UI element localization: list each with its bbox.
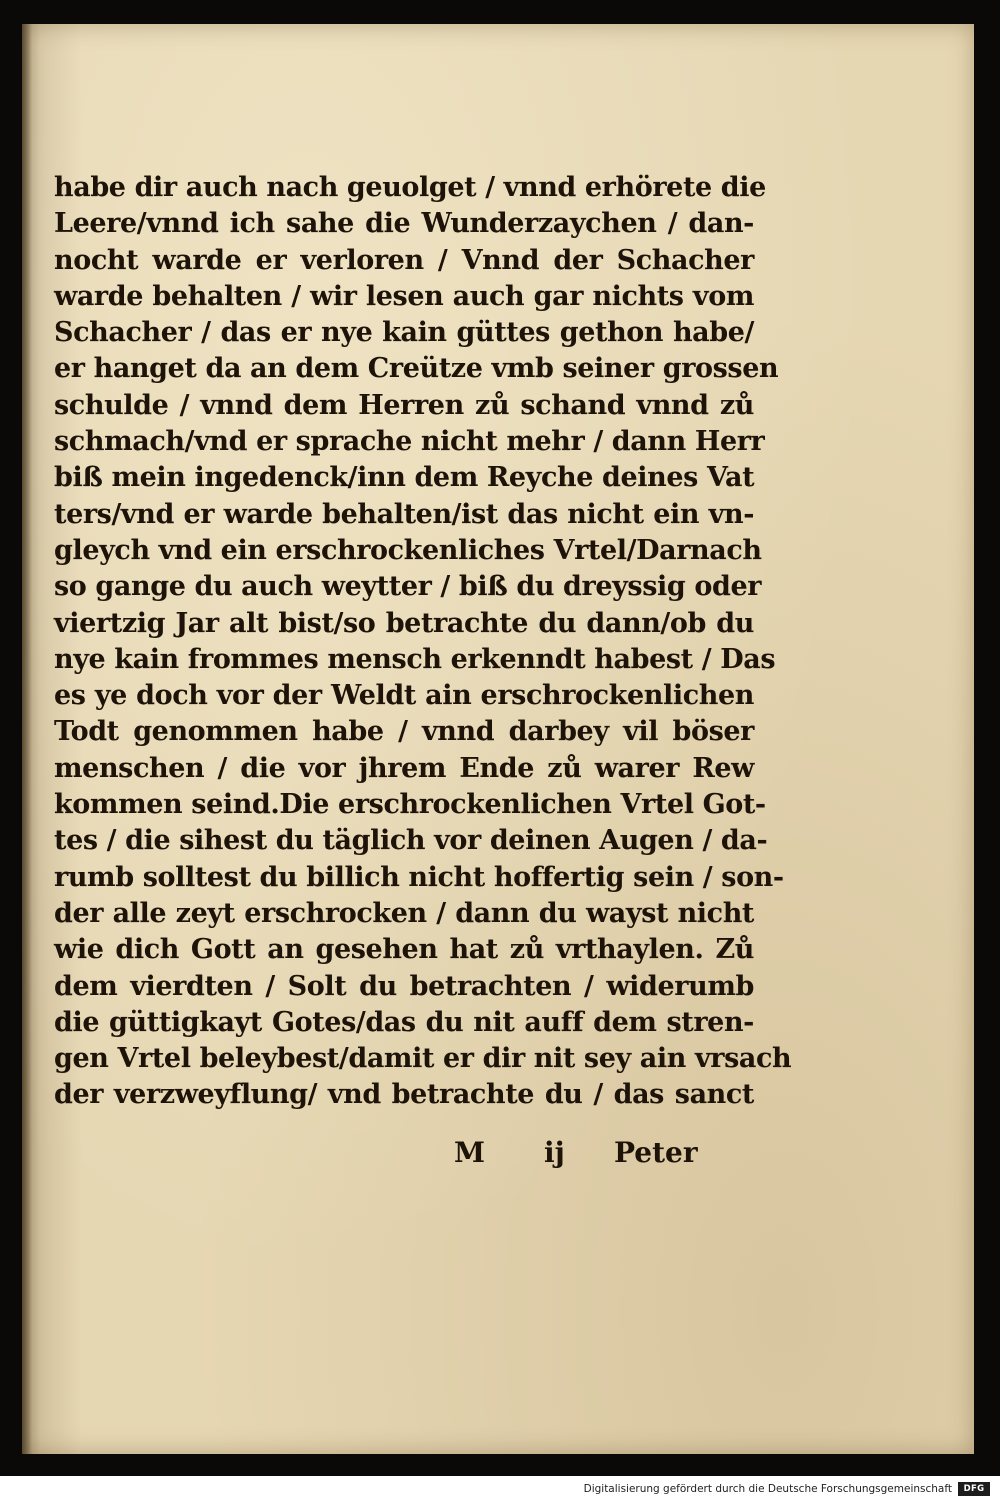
text-line: die güttigkayt Gotes/das du nit auff dem stren- — [54, 1006, 754, 1038]
text-block — [54, 170, 792, 1114]
funding-credit: Digitalisierung gefördert durch die Deutsche Forschungsgemeinschaft — [583, 1483, 952, 1495]
folio-number: ij — [544, 1136, 565, 1169]
text-line: gleych vnd ein erschrockenliches Vrtel/Darnach — [54, 534, 762, 566]
text-line: gen Vrtel beleybest/damit er dir nit sey ain vrsach — [54, 1043, 792, 1075]
text-line: tes / die sihest du täglich vor deinen Augen / da- — [54, 825, 768, 857]
text-line: wie dich Gott an gesehen hat zů vrthaylen. Zů — [54, 934, 754, 966]
text-line: nocht warde er verloren / Vnnd der Schacher — [54, 244, 754, 276]
text-line: dem vierdten / Solt du betrachten / widerumb — [54, 970, 754, 1002]
text-line: er hanget da an dem Creütze vmb seiner grossen — [54, 353, 779, 385]
signature-mark: M — [454, 1136, 485, 1169]
text-line: kommen seind.Die erschrockenlichen Vrtel Got- — [54, 789, 766, 821]
text-line: der alle zeyt erschrocken / dann du wayst nicht — [54, 897, 754, 929]
catchword: Peter — [614, 1136, 698, 1169]
credit-bar — [0, 1476, 1000, 1502]
text-line: schmach/vnd er sprache nicht mehr / dann Herr — [54, 426, 765, 458]
text-line: Schacher / das er nye kain güttes gethon habe/ — [54, 317, 754, 349]
dfg-logo: DFG — [958, 1482, 990, 1496]
text-line: viertzig Jar alt bist/so betrachte du dann/ob du — [54, 607, 754, 639]
text-line: schulde / vnnd dem Herren zů schand vnnd zů — [54, 389, 754, 421]
text-line: der verzweyflung/ vnd betrachte du / das sanct — [54, 1079, 754, 1111]
gutter-shadow — [22, 24, 32, 1454]
text-line: menschen / die vor jhrem Ende zů warer Rew — [54, 752, 754, 784]
text-line: habe dir auch nach geuolget / vnnd erhörete die — [54, 172, 766, 203]
text-line: Leere/vnnd ich sahe die Wunderzaychen / dan- — [54, 208, 754, 240]
text-line: biß mein ingedenck/inn dem Reyche deines Vat — [54, 462, 755, 494]
text-line: Todt genommen habe / vnnd darbey vil böser — [54, 716, 754, 748]
text-line: rumb solltest du billich nicht hoffertig sein / son- — [54, 861, 784, 893]
book-page — [22, 24, 974, 1454]
text-line: nye kain frommes mensch erkenndt habest / Das — [54, 643, 776, 675]
text-line: so gange du auch weytter / biß du dreyssig oder — [54, 571, 762, 603]
text-line: ters/vnd er warde behalten/ist das nicht ein vn- — [54, 498, 754, 530]
text-line: warde behalten / wir lesen auch gar nichts vom — [54, 280, 754, 312]
text-line: es ye doch vor der Weldt ain erschrockenlichen — [54, 680, 754, 712]
